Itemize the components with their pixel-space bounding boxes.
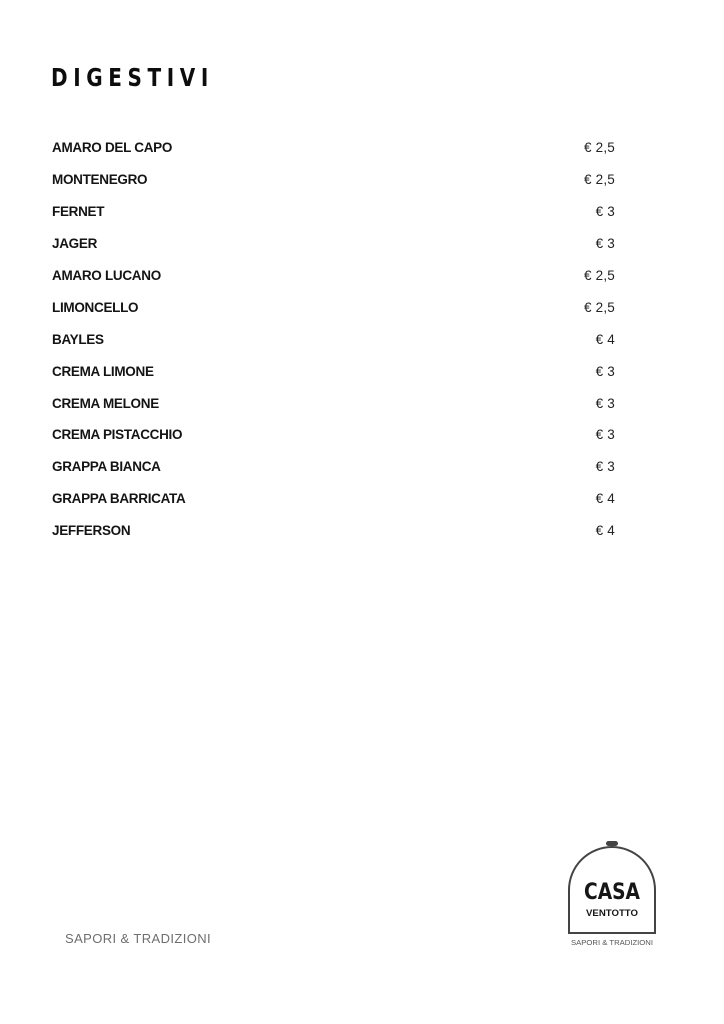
footer-tagline: SAPORI & TRADIZIONI <box>65 931 212 946</box>
menu-item-price: € 3 <box>595 236 615 252</box>
menu-item-name: LIMONCELLO <box>52 299 139 315</box>
menu-item-price: € 2,5 <box>583 299 615 315</box>
menu-item <box>52 387 615 419</box>
menu-item-name: CREMA PISTACCHIO <box>52 427 183 443</box>
menu-item-name: FERNET <box>52 204 105 220</box>
logo-tagline: SAPORI & TRADIZIONI <box>571 940 654 947</box>
logo-name-line1: CASA <box>584 880 640 905</box>
menu-item-name: AMARO LUCANO <box>52 268 161 283</box>
menu-item <box>52 196 615 228</box>
menu-item <box>52 291 615 323</box>
menu-item-price: € 3 <box>595 395 615 411</box>
menu-item-price: € 4 <box>595 331 615 347</box>
menu-item <box>52 164 615 196</box>
menu-item <box>52 515 615 547</box>
logo-name-line2: VENTOTTO <box>586 908 638 919</box>
menu-item-price: € 3 <box>595 204 615 220</box>
menu-item-price: € 2,5 <box>583 268 615 283</box>
menu-item-name: CREMA LIMONE <box>52 363 154 379</box>
menu-item-price: € 4 <box>595 523 615 539</box>
menu-item <box>52 419 615 451</box>
menu-list <box>52 132 615 547</box>
menu-item-price: € 2,5 <box>583 172 615 188</box>
menu-item-price: € 2,5 <box>583 140 615 156</box>
menu-item <box>52 132 615 164</box>
cloche-logo-icon <box>560 838 664 954</box>
menu-item-price: € 4 <box>595 491 615 507</box>
menu-item-name: JAGER <box>52 236 98 252</box>
menu-item-name: GRAPPA BIANCA <box>52 459 161 475</box>
menu-item <box>52 483 615 515</box>
page-title: DIGESTIVI <box>51 63 214 92</box>
menu-item <box>52 355 615 387</box>
menu-item-name: AMARO DEL CAPO <box>52 140 173 156</box>
menu-item-name: BAYLES <box>52 331 104 347</box>
menu-item-name: MONTENEGRO <box>52 172 148 188</box>
casa-ventotto-logo <box>560 838 664 954</box>
cloche-handle-icon <box>606 841 618 846</box>
menu-item-price: € 3 <box>595 427 615 443</box>
menu-item <box>52 228 615 260</box>
menu-item <box>52 260 615 292</box>
menu-item <box>52 451 615 483</box>
menu-item-price: € 3 <box>595 459 615 475</box>
menu-item-name: GRAPPA BARRICATA <box>52 491 186 507</box>
menu-item-name: CREMA MELONE <box>52 395 159 411</box>
menu-item-price: € 3 <box>595 363 615 379</box>
menu-item <box>52 323 615 355</box>
menu-item-name: JEFFERSON <box>52 523 131 539</box>
